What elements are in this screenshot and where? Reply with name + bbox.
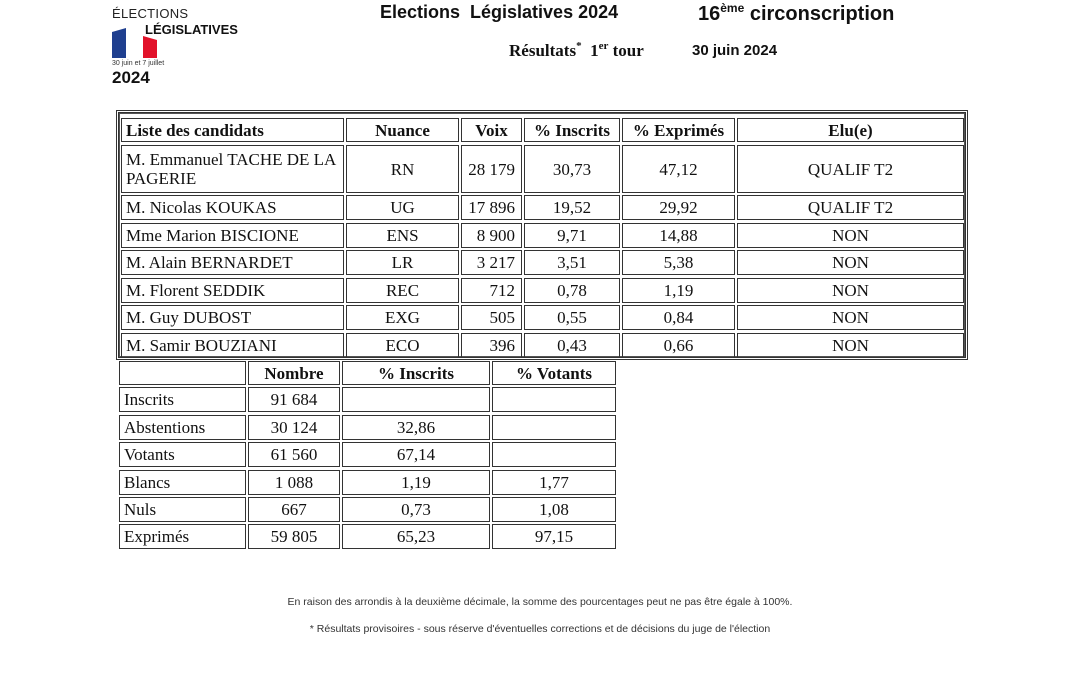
- turnout-cell-votants: [492, 387, 616, 412]
- turnout-header-cell: % Inscrits: [342, 361, 490, 385]
- candidate-cell-name: M. Samir BOUZIANI: [121, 333, 344, 358]
- turnout-cell-nombre: 59 805: [248, 524, 340, 549]
- results-label: Résultats: [509, 41, 577, 60]
- turnout-cell-nombre: 61 560: [248, 442, 340, 467]
- turnout-cell-nombre: 30 124: [248, 415, 340, 440]
- candidate-cell-voix: 505: [461, 305, 522, 330]
- candidate-cell-inscrits: 30,73: [524, 145, 620, 193]
- candidate-cell-voix: 3 217: [461, 250, 522, 275]
- candidate-cell-exprimes: 5,38: [622, 250, 735, 275]
- page-title: Elections Législatives 2024: [380, 2, 619, 22]
- candidate-cell-nuance: RN: [346, 145, 459, 193]
- candidate-cell-nuance: ENS: [346, 223, 459, 248]
- logo-dates: 30 juin et 7 juillet: [112, 60, 165, 67]
- candidate-cell-nuance: EXG: [346, 305, 459, 330]
- candidate-cell-nuance: LR: [346, 250, 459, 275]
- turnout-cell-inscrits: 0,73: [342, 497, 490, 522]
- rounding-note: En raison des arrondis à la deuxième décimale, la somme des pourcentages peut ne pas être égale à 100%.: [287, 596, 793, 608]
- candidate-cell-elu: QUALIF T2: [737, 195, 964, 220]
- candidate-cell-name: M. Nicolas KOUKAS: [121, 195, 344, 220]
- turnout-cell-inscrits: 67,14: [342, 442, 490, 467]
- turnout-cell-votants: 1,77: [492, 470, 616, 495]
- candidate-cell-inscrits: 0,43: [524, 333, 620, 358]
- candidate-cell-name: M. Florent SEDDIK: [121, 278, 344, 303]
- turnout-cell-nombre: 667: [248, 497, 340, 522]
- candidate-cell-voix: 8 900: [461, 223, 522, 248]
- candidate-cell-elu: QUALIF T2: [737, 145, 964, 193]
- turnout-cell-label: Inscrits: [119, 387, 246, 412]
- logo-line1: ÉLECTIONS: [112, 6, 189, 21]
- turnout-cell-label: Votants: [119, 442, 246, 467]
- candidate-cell-exprimes: 29,92: [622, 195, 735, 220]
- results-subtitle: [509, 40, 644, 61]
- turnout-cell-inscrits: [342, 387, 490, 412]
- tour-number: 1: [590, 41, 599, 60]
- elections-logo: [112, 6, 252, 86]
- election-date: 30 juin 2024: [692, 42, 778, 59]
- turnout-cell-nombre: 1 088: [248, 470, 340, 495]
- logo-year: 2024: [112, 68, 150, 87]
- candidate-cell-nuance: ECO: [346, 333, 459, 358]
- candidate-cell-exprimes: 47,12: [622, 145, 735, 193]
- circonscription-title: [698, 1, 894, 26]
- candidate-cell-exprimes: 0,84: [622, 305, 735, 330]
- candidates-header-cell: Elu(e): [737, 118, 964, 142]
- candidate-cell-voix: 17 896: [461, 195, 522, 220]
- turnout-cell-label: Abstentions: [119, 415, 246, 440]
- turnout-header-cell: % Votants: [492, 361, 616, 385]
- candidates-header-cell: Liste des candidats: [121, 118, 344, 142]
- tour-suffix: er: [598, 40, 609, 52]
- candidate-cell-exprimes: 14,88: [622, 223, 735, 248]
- turnout-header-cell: Nombre: [248, 361, 340, 385]
- turnout-cell-nombre: 91 684: [248, 387, 340, 412]
- turnout-cell-inscrits: 1,19: [342, 470, 490, 495]
- circ-number: 16: [698, 3, 721, 25]
- candidate-cell-inscrits: 0,55: [524, 305, 620, 330]
- candidate-cell-name: M. Guy DUBOST: [121, 305, 344, 330]
- turnout-cell-votants: [492, 415, 616, 440]
- candidate-cell-voix: 396: [461, 333, 522, 358]
- tour-text: tour: [608, 41, 644, 60]
- candidate-cell-voix: 28 179: [461, 145, 522, 193]
- turnout-cell-votants: [492, 442, 616, 467]
- turnout-cell-label: Blancs: [119, 470, 246, 495]
- candidates-header-cell: % Inscrits: [524, 118, 620, 142]
- candidate-cell-name: M. Emmanuel TACHE DE LA PAGERIE: [121, 145, 344, 193]
- candidate-cell-voix: 712: [461, 278, 522, 303]
- candidate-cell-elu: NON: [737, 305, 964, 330]
- logo-line2: LÉGISLATIVES: [145, 22, 238, 37]
- turnout-cell-votants: 1,08: [492, 497, 616, 522]
- candidate-cell-elu: NON: [737, 223, 964, 248]
- candidate-cell-inscrits: 9,71: [524, 223, 620, 248]
- candidate-cell-exprimes: 0,66: [622, 333, 735, 358]
- candidate-cell-nuance: UG: [346, 195, 459, 220]
- candidate-cell-inscrits: 0,78: [524, 278, 620, 303]
- candidate-cell-elu: NON: [737, 278, 964, 303]
- provisional-note: * Résultats provisoires - sous réserve d'éventuelles corrections et de décisions du juge de l'élection: [309, 623, 771, 635]
- turnout-cell-inscrits: 65,23: [342, 524, 490, 549]
- candidate-cell-elu: NON: [737, 250, 964, 275]
- candidate-cell-name: Mme Marion BISCIONE: [121, 223, 344, 248]
- circ-suffix: ème: [720, 1, 745, 15]
- turnout-cell-inscrits: 32,86: [342, 415, 490, 440]
- turnout-header-empty: [119, 361, 246, 385]
- candidates-header-cell: Nuance: [346, 118, 459, 142]
- candidates-header-cell: Voix: [461, 118, 522, 142]
- turnout-cell-votants: 97,15: [492, 524, 616, 549]
- candidate-cell-exprimes: 1,19: [622, 278, 735, 303]
- circ-text: circonscription: [744, 3, 895, 25]
- candidate-cell-elu: NON: [737, 333, 964, 358]
- candidate-cell-inscrits: 19,52: [524, 195, 620, 220]
- candidate-cell-inscrits: 3,51: [524, 250, 620, 275]
- turnout-cell-label: Nuls: [119, 497, 246, 522]
- candidate-cell-nuance: REC: [346, 278, 459, 303]
- results-star: *: [576, 40, 582, 52]
- turnout-cell-label: Exprimés: [119, 524, 246, 549]
- candidates-header-cell: % Exprimés: [622, 118, 735, 142]
- candidate-cell-name: M. Alain BERNARDET: [121, 250, 344, 275]
